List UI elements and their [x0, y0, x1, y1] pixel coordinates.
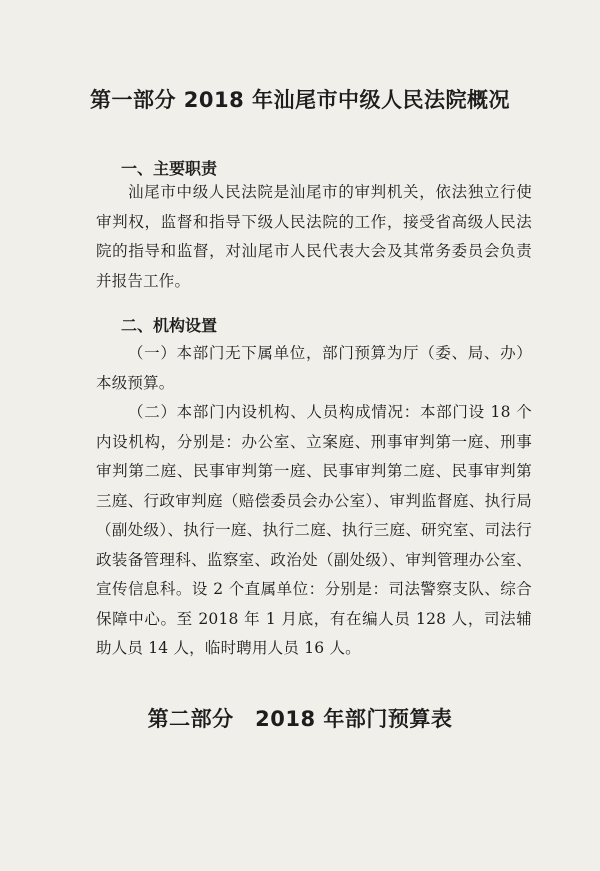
- section-heading-main-duties: 一、主要职责: [121, 159, 218, 178]
- paragraph-organization-item2: （二）本部门内设机构、人员构成情况：本部门设 18 个内设机构，分别是：办公室、立案庭、刑事审判第一庭、刑事审判第二庭、民事审判第一庭、民事审判第二庭、民事审判第三庭、行政审判庭（赔偿委员会办公室）、审判监督庭、执行局（副处级）、执行一庭、执行二庭、执行三庭、研究室、司法行政装备管理科、监察室、政治处（副处级）、审判管理办公室、宣传信息科。设 2 个直属单位：分别是：司法警察支队、综合保障中心。至 2018 年 1 月底，有在编人员 128 人，司法辅助人员 14 人，临时聘用人员 16 人。: [96, 403, 532, 657]
- paragraph-main-duties: 汕尾市中级人民法院是汕尾市的审判机关，依法独立行使审判权，监督和指导下级人民法院的工作，接受省高级人民法院的指导和监督，对汕尾市人民代表大会及其常务委员会负责并报告工作。: [96, 183, 532, 290]
- section-heading-organization: 二、机构设置: [121, 316, 218, 335]
- paragraph-organization-item1: （一）本部门无下属单位，部门预算为厅（委、局、办）本级预算。: [96, 344, 532, 392]
- part1-title: 第一部分 2018 年汕尾市中级人民法院概况: [89, 88, 511, 112]
- part2-title: 第二部分 2018 年部门预算表: [147, 707, 453, 731]
